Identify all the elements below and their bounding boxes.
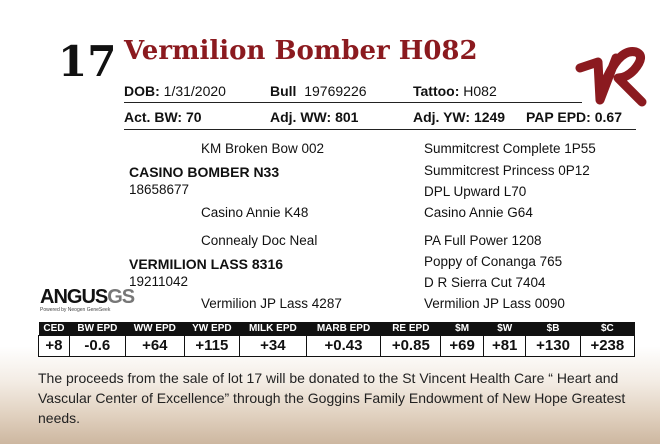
- epd-value-cell: +115: [184, 336, 239, 357]
- pedigree-dds: D R Sierra Cut 7404: [424, 275, 546, 290]
- divider: [124, 102, 582, 103]
- epd-header-cell: MARB EPD: [306, 322, 381, 336]
- donation-note: The proceeds from the sale of lot 17 will be donated to the St Vincent Health Care “ Heart and Vascular Center of Excellence” through the Goggins Family Endowment of New Hope Greatest needs.: [38, 370, 626, 426]
- pedigree-dsd: Poppy of Conanga 765: [424, 254, 563, 269]
- adjusted-ww: Adj. WW: 801: [270, 109, 359, 125]
- epd-header-cell: WW EPD: [125, 322, 184, 336]
- epd-header-cell: $W: [483, 322, 526, 336]
- epd-value-cell: +81: [483, 336, 526, 357]
- epd-value-cell: +34: [239, 336, 306, 357]
- pedigree-sds: DPL Upward L70: [424, 184, 527, 199]
- pedigree-sdd: Casino Annie G64: [424, 205, 533, 220]
- pedigree-dam-dam: Vermilion JP Lass 4287: [201, 296, 342, 311]
- epd-table: [38, 322, 635, 357]
- pedigree-dss: PA Full Power 1208: [424, 233, 542, 248]
- epd-value-cell: +238: [580, 336, 634, 357]
- epd-value-cell: +64: [125, 336, 184, 357]
- brand-mark-icon: [572, 38, 650, 110]
- epd-value-cell: +130: [526, 336, 580, 357]
- epd-value-cell: +69: [441, 336, 484, 357]
- pedigree-sire-reg: 18658677: [129, 182, 190, 197]
- pedigree-ssd: Summitcrest Princess 0P12: [424, 163, 590, 178]
- adjusted-yw: Adj. YW: 1249: [413, 109, 506, 125]
- epd-header-cell: CED: [39, 322, 70, 336]
- pap-epd: PAP EPD: 0.67: [526, 109, 622, 125]
- epd-header-row: [39, 322, 635, 336]
- pedigree-sire-sire: KM Broken Bow 002: [201, 141, 325, 156]
- epd-value-cell: +0.85: [381, 336, 441, 357]
- epd-header-cell: $B: [526, 322, 580, 336]
- tattoo-field: Tattoo: H082: [413, 83, 497, 99]
- pedigree-sire: CASINO BOMBER N33: [129, 164, 280, 180]
- pedigree-ddd: Vermilion JP Lass 0090: [424, 296, 565, 311]
- dob-field: DOB: 1/31/2020: [124, 83, 226, 99]
- epd-header-cell: MILK EPD: [239, 322, 306, 336]
- lot-number: 17: [58, 37, 117, 86]
- epd-header-cell: BW EPD: [69, 322, 125, 336]
- pedigree-dam-sire: Connealy Doc Neal: [201, 233, 318, 248]
- pedigree-sss: Summitcrest Complete 1P55: [424, 141, 596, 156]
- epd-value-cell: +8: [39, 336, 70, 357]
- pedigree-sire-dam: Casino Annie K48: [201, 205, 309, 220]
- bull-registration: Bull 19769226: [270, 83, 367, 99]
- epd-value-cell: -0.6: [69, 336, 125, 357]
- epd-value-cell: +0.43: [306, 336, 381, 357]
- epd-header-cell: $C: [580, 322, 634, 336]
- animal-name: Vermilion Bomber H082: [124, 36, 478, 66]
- epd-value-row: [39, 336, 635, 357]
- epd-header-cell: YW EPD: [184, 322, 239, 336]
- divider: [124, 129, 636, 130]
- actual-bw: Act. BW: 70: [124, 109, 202, 125]
- angus-gs-logo: ANGUSGS Powered by Neogen GeneSeek: [40, 286, 135, 313]
- pedigree-dam-reg: 19211042: [129, 274, 189, 289]
- epd-header-cell: RE EPD: [381, 322, 441, 336]
- pedigree-dam: VERMILION LASS 8316: [129, 256, 284, 272]
- epd-header-cell: $M: [441, 322, 484, 336]
